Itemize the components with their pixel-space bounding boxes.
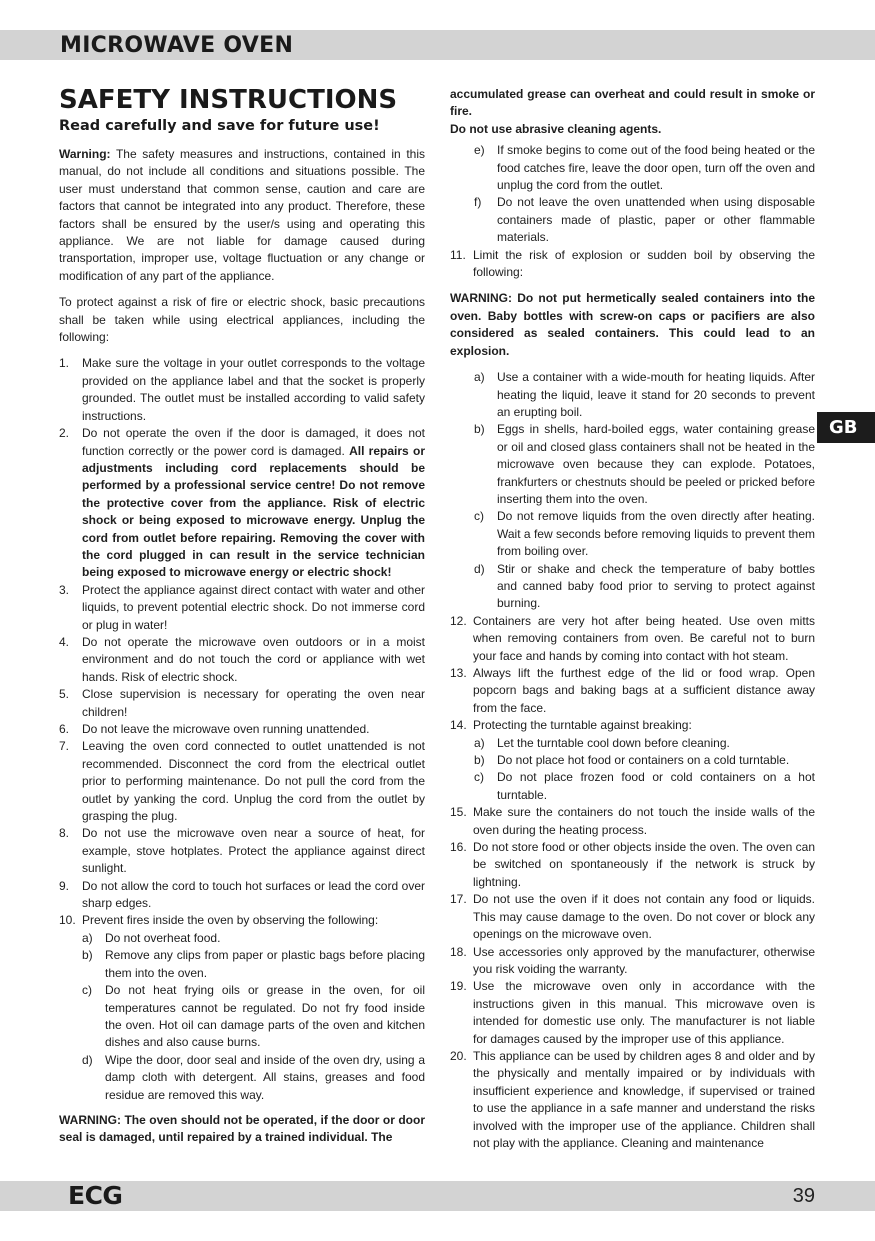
sub-list-item — [82, 947, 425, 982]
list-item — [59, 912, 425, 929]
item-text: Use the microwave oven only in accordance with the instructions given in this manual. This microwave oven is intended for domestic use only. The manufacturer is not liable for damages caused by the improper use of this appliance. — [473, 979, 815, 1046]
item-text: Do not overheat food. — [105, 930, 221, 945]
item-text: Protecting the turntable against breaking: — [473, 718, 692, 733]
item-text: Do not place hot food or containers on a cold turntable. — [497, 753, 790, 768]
item-text: Do not heat frying oils or grease in the oven, for oil temperatures cannot be regulated. Do not fry food inside the oven. Hot oil can damage parts of the oven and kitchen dishes and also cause burns. — [105, 983, 425, 1050]
intro-paragraph: To protect against a risk of fire or electric shock, basic precautions shall be taken while using electrical appliances, including the following: — [59, 295, 425, 345]
item-number: a) — [474, 735, 485, 750]
item-text: Eggs in shells, hard-boiled eggs, water containing grease or oil and closed glass containers shall not be heated in the microwave oven because they can explode. Potatoes, frankfurters or chestnuts should be peeled or pricked before inserting them into the oven. — [497, 422, 815, 506]
item-text: Containers are very hot after being heated. Use oven mitts when removing containers from oven. Be careful not to burn your face and hands by coming into contact with hot steam. — [473, 613, 815, 663]
item-text: Do not use the microwave oven near a source of heat, for example, stove hotplates. Protect the appliance against direct sunlight. — [82, 826, 425, 876]
item-text: Wipe the door, door seal and inside of the oven dry, using a damp cloth with detergent. All stains, greases and food residue are removed this way. — [105, 1052, 425, 1102]
instruction-list — [59, 355, 425, 929]
item11-sub-list — [474, 369, 815, 613]
item-text: Close supervision is necessary for operating the oven near children! — [82, 687, 425, 719]
right-column — [450, 86, 815, 1152]
list-item — [59, 878, 425, 913]
item-number: b) — [82, 948, 93, 963]
language-tab: GB — [817, 412, 875, 443]
item-number: 4. — [59, 634, 70, 649]
item-number: 14. — [450, 718, 467, 733]
list-item — [59, 825, 425, 877]
item-number: 2. — [59, 426, 70, 441]
item-number: e) — [474, 143, 485, 158]
item10-sub-list-continued — [474, 142, 815, 246]
brand-logo: ECG — [68, 1181, 123, 1210]
item-text: Use a container with a wide-mouth for heating liquids. After heating the liquid, leave it stand for 20 seconds to prevent an erupting boil. — [497, 370, 815, 419]
item-text: Limit the risk of explosion or sudden boil by observing the following: — [473, 247, 815, 280]
sub-list-item — [474, 769, 815, 804]
item-number: 19. — [450, 979, 467, 994]
item-number: 13. — [450, 666, 467, 680]
item-number: d) — [82, 1052, 93, 1067]
left-column — [59, 84, 425, 1156]
item-number: 16. — [450, 840, 467, 855]
list-item — [59, 738, 425, 825]
list-item — [450, 804, 815, 839]
item-number: 9. — [59, 878, 70, 893]
item-number: f) — [474, 195, 482, 210]
list-item — [450, 839, 815, 891]
item-number: d) — [474, 561, 485, 576]
item-number: a) — [82, 930, 93, 945]
item-text: Do not allow the cord to touch hot surfaces or lead the cord over sharp edges. — [82, 878, 425, 911]
item-text: Always lift the furthest edge of the lid or food wrap. Open popcorn bags and baking bags at a sufficient distance away from the face. — [473, 666, 815, 715]
item-text: If smoke begins to come out of the food being heated or the food catches fire, leave the door open, turn off the oven and unplug the cord from the outlet. — [497, 143, 815, 193]
item-number: b) — [474, 422, 485, 437]
list-item — [450, 891, 815, 943]
item-text: Do not leave the oven unattended when using disposable containers made of plastic, paper or other flammable materials. — [497, 195, 815, 245]
sub-list-item — [474, 142, 815, 194]
instruction-list-a — [450, 613, 815, 735]
sub-list-item — [82, 930, 425, 947]
item-number: 20. — [450, 1048, 467, 1063]
list-item — [450, 613, 815, 665]
item-number: 15. — [450, 805, 467, 820]
list-item — [59, 355, 425, 425]
item-number: 5. — [59, 687, 70, 702]
sub-list-item — [474, 752, 815, 769]
item-text: Prevent fires inside the oven by observing the following: — [82, 913, 379, 928]
sub-list-item — [474, 561, 815, 613]
item-text: Do not operate the oven if the door is damaged, it does not function correctly or the power cord is damaged. — [82, 426, 425, 458]
sub-list-item — [474, 369, 815, 421]
item-text: Remove any clips from paper or plastic bags before placing them into the oven. — [105, 948, 425, 980]
item-number: c) — [474, 509, 484, 524]
item-number: 11. — [450, 247, 466, 262]
list-item — [59, 582, 425, 634]
list-item — [59, 425, 425, 582]
item-number: b) — [474, 753, 485, 768]
door-warning: WARNING: The oven should not be operated, if the door or door seal is damaged, until repaired by a trained individual. The — [59, 1112, 425, 1145]
item-number: 3. — [59, 582, 70, 597]
sub-list-item — [474, 421, 815, 508]
item-number: 6. — [59, 722, 70, 736]
grease-warning-continued: accumulated grease can overheat and could result in smoke or fire. — [450, 87, 815, 119]
item-number: a) — [474, 370, 485, 385]
sub-list-item — [82, 1052, 425, 1104]
sub-list-item — [82, 982, 425, 1052]
list-item — [450, 1048, 815, 1152]
warning-text: The safety measures and instructions, contained in this manual, do not include all conditions and situations possible. The user must understand that common sense, caution and care are factors that cannot be integrated into any product. Therefore, these factors shall be ensured by the user/s using and operating this appliance. We are not liable for damage caused during transportation, improper use, voltage fluctuation or any change or modification of any part of the appliance. — [59, 147, 425, 283]
item-number: 1. — [59, 356, 70, 371]
abrasive-warning: Do not use abrasive cleaning agents. — [450, 121, 662, 136]
item-text: Let the turntable cool down before cleaning. — [497, 735, 730, 750]
item-number: 10. — [59, 913, 76, 928]
item-text: Do not operate the microwave oven outdoors or in a moist environment and do not touch the cord or appliance with wet hands. Risk of electric shock. — [82, 634, 425, 684]
list-item — [450, 717, 815, 734]
item-number: 18. — [450, 944, 467, 959]
item-text: Make sure the containers do not touch the inside walls of the oven during the heating process. — [473, 805, 815, 837]
item14-sub-list — [474, 735, 815, 805]
page-subtitle: Read carefully and save for future use! — [59, 118, 380, 134]
list-item — [59, 721, 425, 738]
item-number: 8. — [59, 826, 70, 841]
list-item — [450, 978, 815, 1048]
page-number: 39 — [792, 1185, 815, 1207]
item-text: Do not store food or other objects inside the oven. The oven can be switched on spontaneously if the network is struck by lightning. — [473, 840, 815, 889]
warning-paragraph — [59, 146, 425, 285]
item-text: Make sure the voltage in your outlet corresponds to the voltage provided on the appliance label and that the socket is properly grounded. The outlet must be installed according to valid safety instructions. — [82, 356, 425, 423]
item-text: Protect the appliance against direct contact with water and other liquids, to prevent potential electric shock. Do not immerse cord or plug in water! — [82, 582, 425, 632]
footer-band — [0, 1181, 875, 1211]
list-item — [59, 686, 425, 721]
sealed-container-warning: WARNING: Do not put hermetically sealed containers into the oven. Baby bottles with screw-on caps or pacifiers are also considered as sealed containers. This could lead to an explosion. — [450, 291, 815, 358]
item-number: 17. — [450, 892, 467, 907]
sub-list-item — [474, 194, 815, 246]
item10-sub-list — [82, 930, 425, 1104]
item-text: This appliance can be used by children ages 8 and older and by the physically and mentally impaired or by individuals with insufficient experience and knowledge, if supervised or trained to use the appliance in a safe manner and understand the risks involved with the improper use of the appliance. Children shall not play with the appliance. Cleaning and maintenance — [473, 1048, 815, 1150]
item-number: c) — [82, 983, 92, 998]
item-text: Use accessories only approved by the manufacturer, otherwise you risk voiding the warranty. — [473, 944, 815, 976]
list-item — [450, 944, 815, 979]
sub-list-item — [474, 735, 815, 752]
item-text: Do not remove liquids from the oven directly after heating. Wait a few seconds before removing liquids to prevent them from boiling over. — [497, 509, 815, 559]
item-number: 7. — [59, 739, 70, 754]
item-text: Do not use the oven if it does not contain any food or liquids. This may cause damage to the oven. Do not cover or block any openings on the microwave oven. — [473, 892, 815, 942]
list-item — [450, 247, 815, 282]
instruction-list-b — [450, 804, 815, 1152]
item-bold-text: All repairs or adjustments including cord replacements should be performed by a professional service centre! Do not remove the protective cover from the appliance. Risk of electric shock or being exposed to microwave energy. Unplug the cord from outlet before repairing. Removing the cover with the cord plugged in can result in the service technician being exposed to microwave energy or electric shock! — [82, 443, 425, 580]
item-11 — [450, 247, 815, 282]
sub-list-item — [474, 508, 815, 560]
document-title: MICROWAVE OVEN — [60, 33, 294, 58]
warning-label: Warning: — [59, 147, 111, 161]
item-text: Leaving the oven cord connected to outlet unattended is not recommended. Disconnect the cord from the electrical outlet prior to performing maintenance. Do not pull the cord from the outlet by yanking the cord. Unplug the cord from the outlet by grasping the plug. — [82, 739, 425, 824]
item-text: Do not place frozen food or cold containers on a hot turntable. — [497, 770, 815, 802]
item-number: c) — [474, 770, 484, 785]
page-title: SAFETY INSTRUCTIONS — [59, 85, 398, 115]
list-item — [450, 665, 815, 717]
list-item — [59, 634, 425, 686]
item-text: Stir or shake and check the temperature of baby bottles and canned baby food prior to serving to protect against burning. — [497, 561, 815, 611]
item-number: 12. — [450, 613, 467, 628]
item-text: Do not leave the microwave oven running unattended. — [82, 722, 370, 736]
